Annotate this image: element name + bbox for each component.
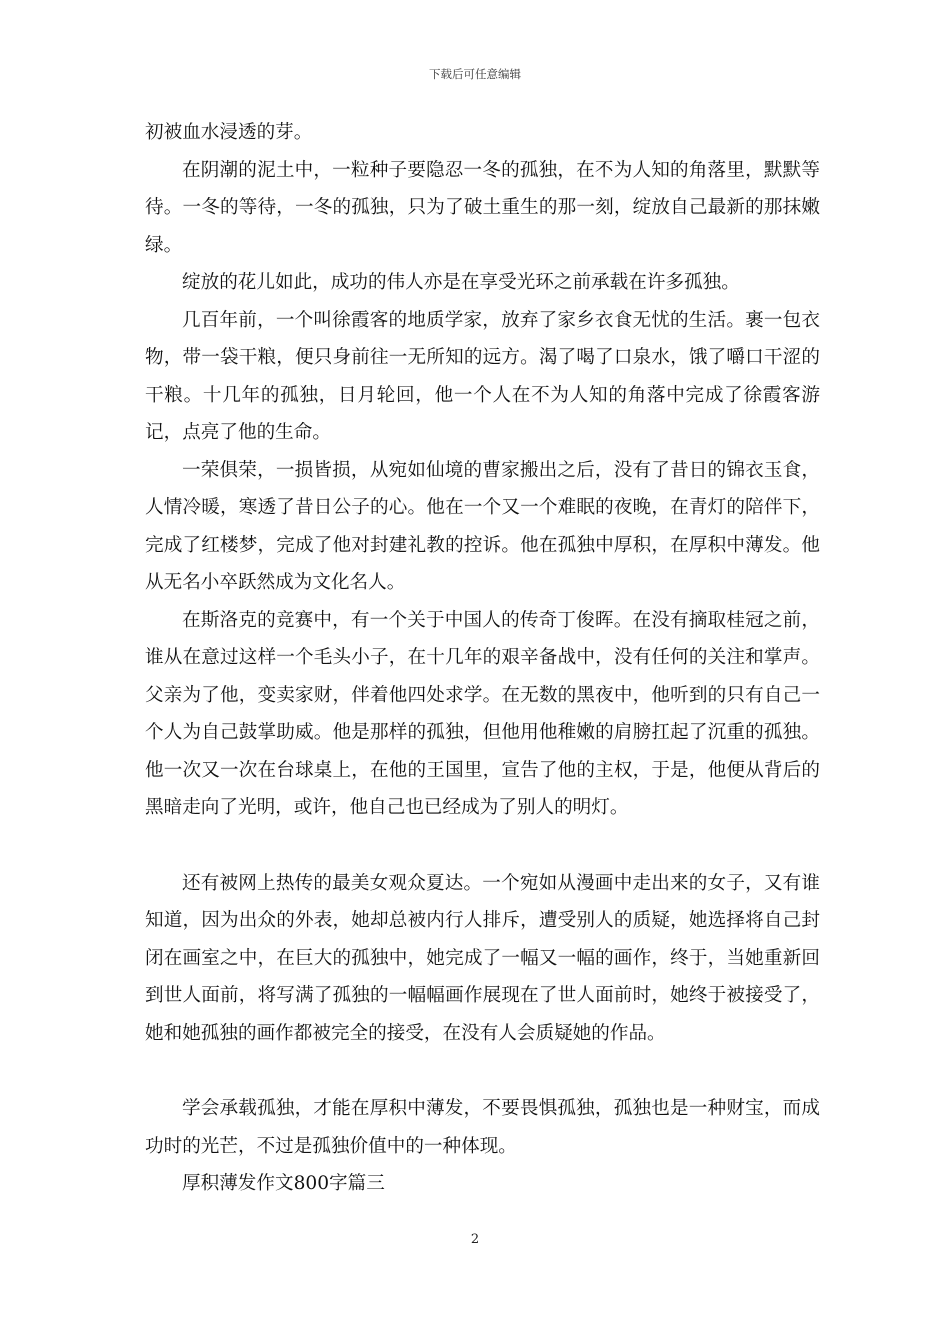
paragraph-spacer xyxy=(145,1052,820,1090)
paragraph-4: 几百年前，一个叫徐霞客的地质学家，放弃了家乡衣食无忧的生活。裹一包衣物，带一袋干粮，便只身前往一无所知的远方。渴了喝了口泉水，饿了嚼口干涩的干粮。十几年的孤独，日月轮回，他一个人在不为人知的角落中完成了徐霞客游记，点亮了他的生命。 xyxy=(145,309,820,443)
document-body xyxy=(145,114,820,1203)
paragraph-2: 在阴潮的泥土中，一粒种子要隐忍一冬的孤独，在不为人知的角落里，默默等待。一冬的等待，一冬的孤独，只为了破土重生的那一刻，绽放自己最新的那抹嫩绿。 xyxy=(145,159,820,256)
section-heading: 厚积薄发作文800字篇三 xyxy=(182,1173,385,1194)
page-header: 下载后可任意编辑 xyxy=(429,67,521,81)
paragraph-1: 初被血水浸透的芽。 xyxy=(145,122,313,143)
paragraph-spacer xyxy=(145,827,820,865)
page-number: 2 xyxy=(470,1232,480,1247)
paragraph-6: 在斯洛克的竞赛中，有一个关于中国人的传奇丁俊晖。在没有摘取桂冠之前，谁从在意过这样一个毛头小子，在十几年的艰辛备战中，没有任何的关注和掌声。父亲为了他，变卖家财，伴着他四处求学。在无数的黑夜中，他听到的只有自己一个人为自己鼓掌助威。他是那样的孤独，但他用他稚嫩的肩膀扛起了沉重的孤独。他一次又一次在台球桌上，在他的王国里，宣告了他的主权，于是，他便从背后的黑暗走向了光明，或许，他自己也已经成为了别人的明灯。 xyxy=(145,609,820,818)
paragraph-8: 学会承载孤独，才能在厚积中薄发，不要畏惧孤独，孤独也是一种财宝，而成功时的光芒，不过是孤独价值中的一种体现。 xyxy=(145,1098,820,1157)
paragraph-3: 绽放的花儿如此，成功的伟人亦是在享受光环之前承载在许多孤独。 xyxy=(182,272,740,293)
paragraph-7: 还有被网上热传的最美女观众夏达。一个宛如从漫画中走出来的女子，又有谁知道，因为出众的外表，她却总被内行人排斥，遭受别人的质疑，她选择将自己封闭在画室之中，在巨大的孤独中，她完成了一幅又一幅的画作，终于，当她重新回到世人面前，将写满了孤独的一幅幅画作展现在了世人面前时，她终于被接受了，她和她孤独的画作都被完全的接受，在没有人会质疑她的作品。 xyxy=(145,872,820,1044)
paragraph-5: 一荣俱荣，一损皆损，从宛如仙境的曹家搬出之后，没有了昔日的锦衣玉食，人情冷暖，寒透了昔日公子的心。他在一个又一个难眠的夜晚，在青灯的陪伴下，完成了红楼梦，完成了他对封建礼教的控诉。他在孤独中厚积，在厚积中薄发。他从无名小卒跃然成为文化名人。 xyxy=(145,459,820,593)
